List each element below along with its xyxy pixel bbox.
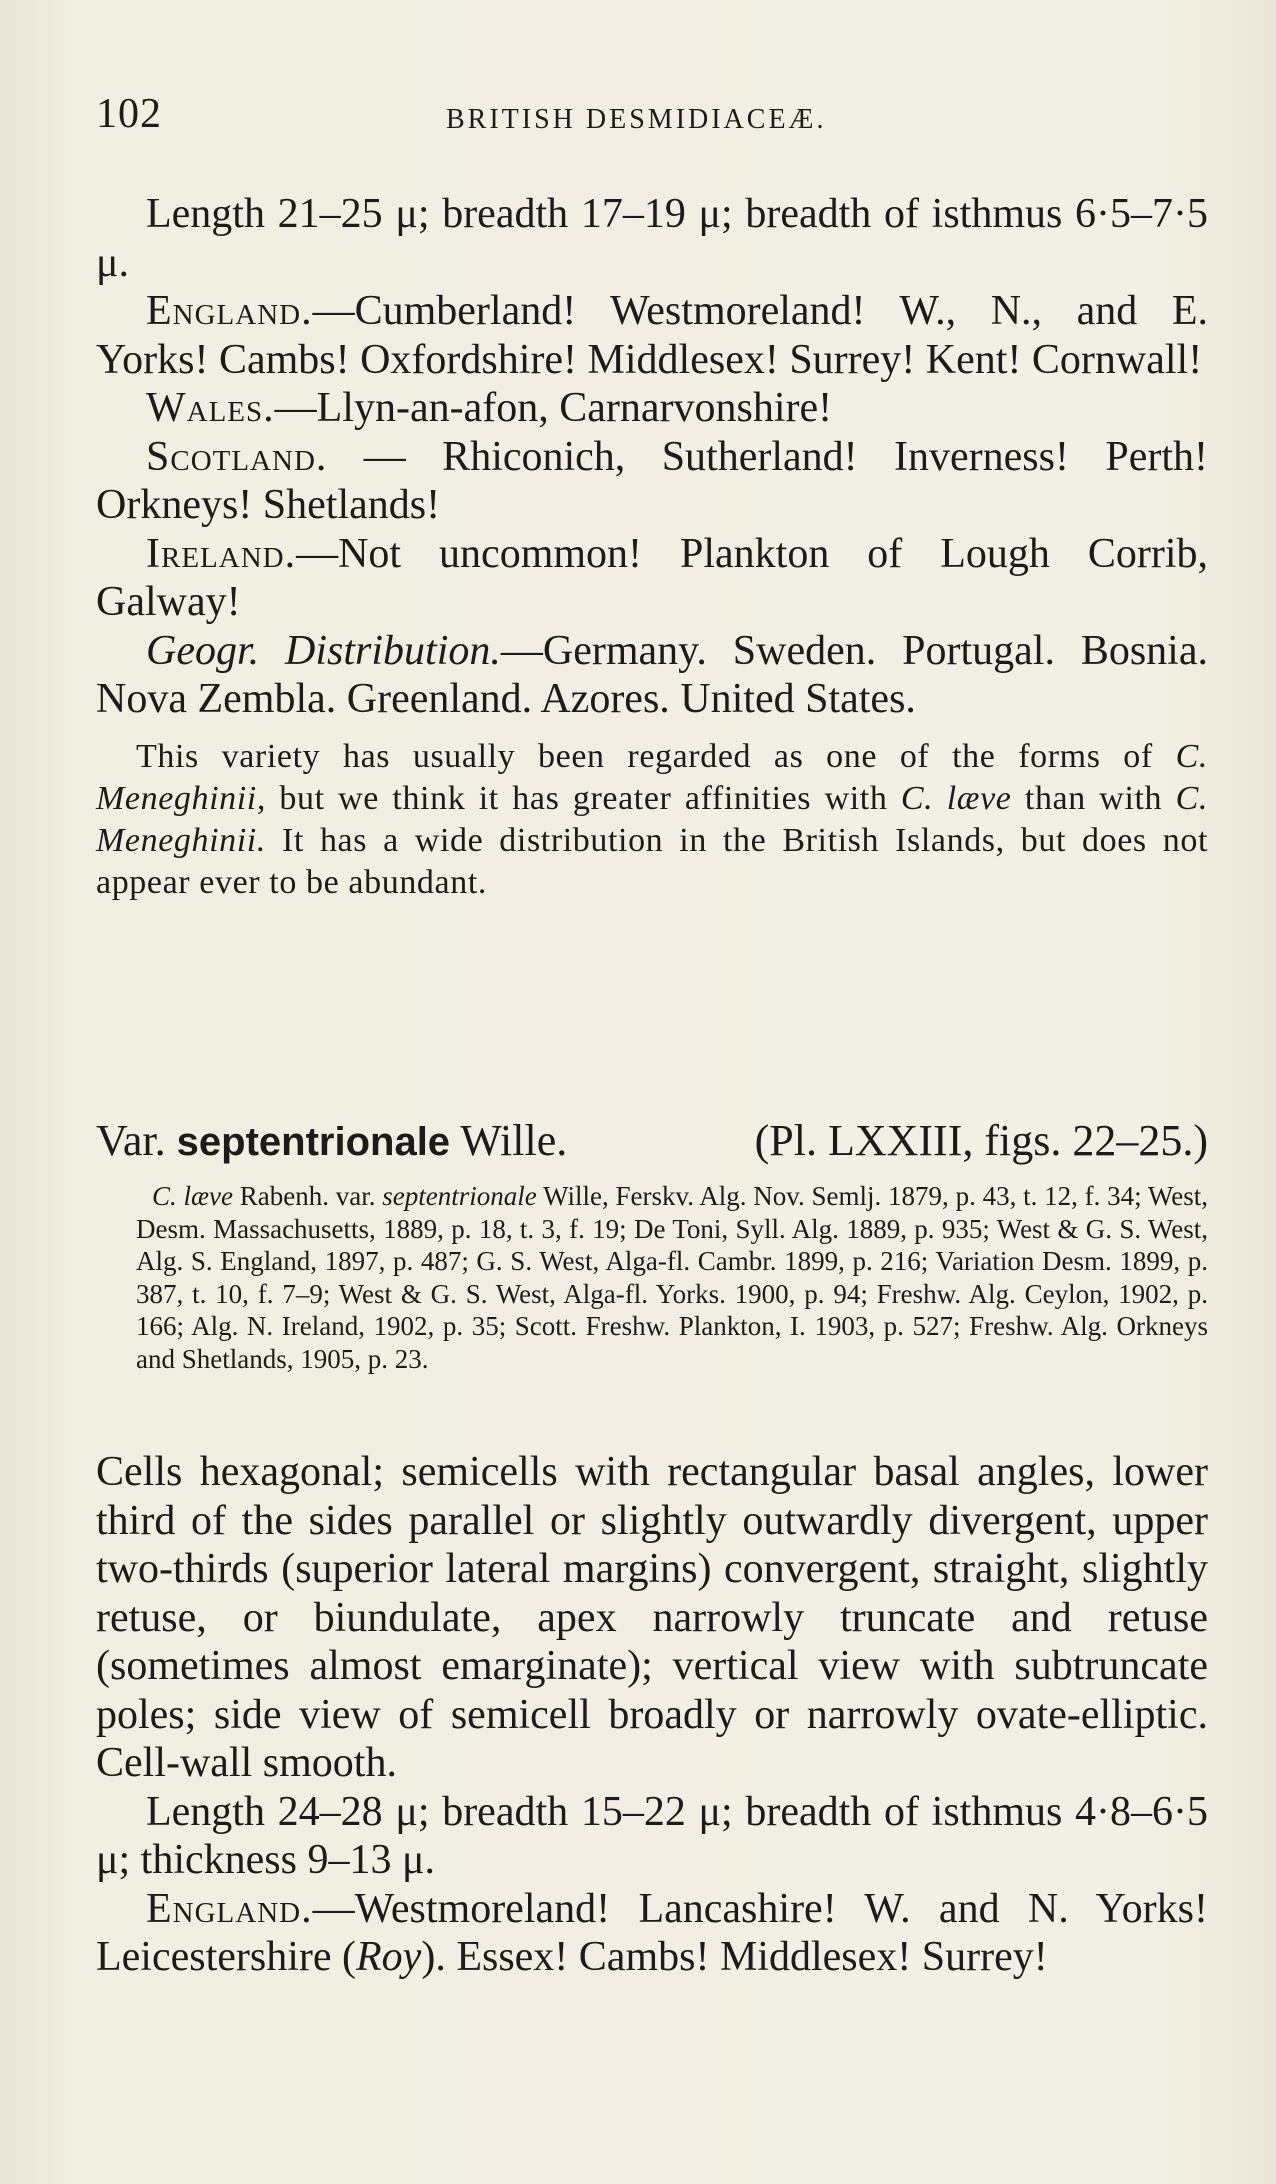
ireland-localities: —Not uncommon! Plankton of Lough Corrib, Galway! (96, 530, 1208, 625)
distribution-paragraph (96, 627, 1208, 724)
synonym-text: Rabenh. var. (233, 1181, 383, 1211)
ireland-label: Ireland. (146, 530, 297, 577)
england-paragraph (96, 287, 1208, 384)
species-name: C. Meneghinii. (96, 779, 1208, 859)
variety-note (96, 736, 1208, 904)
variety-description (96, 1448, 1208, 1982)
wales-paragraph (96, 384, 1208, 433)
measurements-paragraph: Length 21–25 μ; breadth 17–19 μ; breadth of isthmus 6·5–7·5 μ. (96, 191, 1208, 286)
running-head: BRITISH DESMIDIACEÆ. (446, 104, 827, 135)
collector-name: Roy (356, 1934, 422, 1980)
description-measurements: Length 24–28 μ; breadth 15–22 μ; breadth of isthmus 4·8–6·5 μ; thickness 9–13 μ. (96, 1788, 1208, 1883)
distribution-text: —Germany. Sweden. Portugal. Bosnia. Nova Zembla. Greenland. Azores. United States. (96, 627, 1208, 722)
england-localities: —Cumberland! Westmoreland! W., N., and E. Yorks! Cambs! Oxfordshire! Middlesex! Surrey! Kent! Cornwall! (96, 288, 1208, 383)
species-name: C. Meneghinii, (96, 737, 1208, 817)
species-name: C. læve (900, 779, 1012, 817)
wales-label: Wales. (146, 385, 275, 431)
description-paragraph: Cells hexagonal; semicells with rectangular basal angles, lower third of the sides parallel or slightly outwardly divergent, upper two-thirds (superior lateral margins) convergent, straight, slightly retuse, or biundulate, apex narrowly truncate and retuse (sometimes almost emarginate); vertical view with subtruncate poles; side view of semicell broadly or narrowly ovate-elliptic. Cell-wall smooth. (96, 1449, 1208, 1786)
plate-reference: (Pl. LXXIII, figs. 22–25.) (754, 1116, 1208, 1165)
synonym-references: Wille, Ferskv. Alg. Nov. Semlj. 1879, p. 43, t. 12, f. 34; West, Desm. Massachusetts, 1889, p. 18, t. 3, f. 19; De Toni, Syll. Alg. 1889, p. 935; West & G. S. West, Alg. S. England, 1897, p. 487; G. S. West, Alga-fl. Cambr. 1899, p. 216; Variation Desm. 1899, p. 387, t. 10, f. 7–9; West & G. S. West, Alga-fl. Yorks. 1900, p. 94; Freshw. Alg. Ceylon, 1902, p. 166; Alg. N. Ireland, 1902, p. 35; Scott. Freshw. Plankton, I. 1903, p. 527; Freshw. Alg. Orkneys and Shetlands, 1905, p. 23. (136, 1181, 1208, 1374)
england-label: England. (146, 1885, 313, 1932)
note-text: This variety has usually been regarded as one of the forms of (136, 737, 1176, 775)
description-england (96, 1885, 1208, 1982)
synonym-species: C. læve (152, 1181, 234, 1211)
page-number: 102 (96, 91, 162, 137)
variety-author: Wille. (450, 1116, 568, 1165)
variety-heading (96, 1115, 1208, 1168)
note-text: than with (1011, 779, 1176, 817)
scotland-paragraph (96, 433, 1208, 530)
page-body (96, 190, 1208, 1980)
england-localities: —Westmoreland! Lancashire! W. and N. Yorks! Leicestershire ( (96, 1885, 1208, 1980)
synonym-variety: septentrionale (382, 1181, 537, 1211)
note-text: It has a wide distribution in the British Islands, but does not appear ever to be abundant. (96, 821, 1208, 901)
synonymy-paragraph (136, 1180, 1208, 1375)
distribution-label: Geogr. Distribution. (146, 627, 501, 674)
variety-name: septentrionale (176, 1120, 451, 1164)
wales-localities: —Llyn-an-afon, Carnarvonshire! (274, 385, 833, 431)
note-text: but we think it has greater affinities with (265, 779, 901, 817)
variety-prefix: Var. (96, 1116, 177, 1165)
scotland-localities: — Rhiconich, Sutherland! Inverness! Perth! Orkneys! Shetlands! (96, 433, 1208, 528)
scotland-label: Scotland. (146, 433, 328, 480)
england-label: England. (146, 288, 313, 334)
ireland-paragraph (96, 530, 1208, 627)
england-localities: ). Essex! Cambs! Middlesex! Surrey! (421, 1934, 1048, 1980)
page-header (96, 90, 1206, 150)
